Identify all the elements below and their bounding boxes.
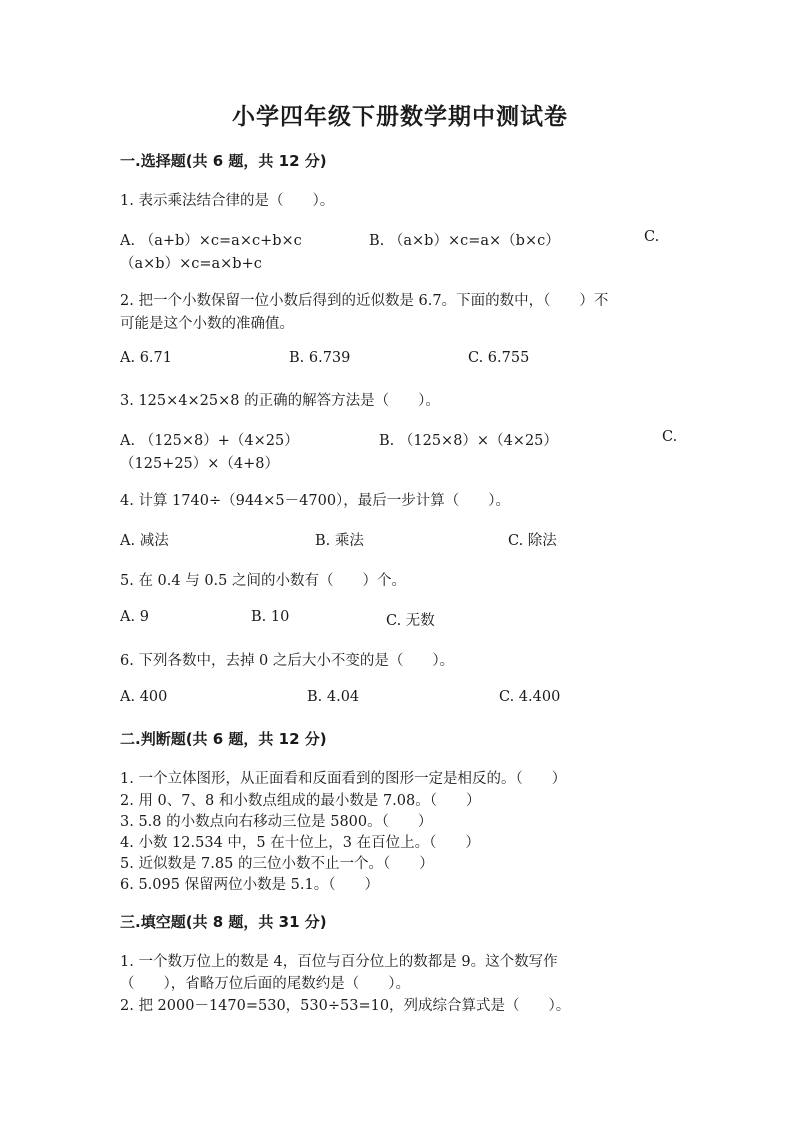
option-c: C. 6.755 xyxy=(468,350,530,366)
page-title: 小学四年级下册数学期中测试卷 xyxy=(232,103,568,130)
question-stem: 5. 在 0.4 与 0.5 之间的小数有（ ）个。 xyxy=(120,573,406,589)
statement-item: 2. 用 0、7、8 和小数点组成的最小数是 7.08。（ ） xyxy=(120,793,481,809)
option-b: B. 4.04 xyxy=(307,689,360,705)
question-stem: 1. 表示乘法结合律的是（ ）。 xyxy=(120,193,335,209)
option-a: A. （a+b）×c=a×c+b×c xyxy=(120,233,302,249)
option-a: A. （125×8）+（4×25） xyxy=(120,433,299,449)
section-heading-fill-in: 三.填空题(共 8 题，共 31 分) xyxy=(120,913,327,931)
option-b: B. 10 xyxy=(251,609,290,625)
option-a: A. 400 xyxy=(120,689,168,705)
statement-item: 6. 5.095 保留两位小数是 5.1。（ ） xyxy=(120,877,379,893)
option-b: B. （125×8）×（4×25） xyxy=(379,433,558,449)
option-c: C. 除法 xyxy=(508,533,557,549)
statement-item: 3. 5.8 的小数点向右移动三位是 5800。（ ） xyxy=(120,814,433,830)
fill-in-item: 2. 把 2000－1470=530，530÷53=10，列成综合算式是（ ）。 xyxy=(120,998,571,1014)
question-stem: 6. 下列各数中，去掉 0 之后大小不变的是（ ）。 xyxy=(120,653,455,669)
option-a: A. 6.71 xyxy=(120,350,172,366)
option-c: C. 无数 xyxy=(386,613,435,629)
option-c-continued: （a×b）×c=a×b+c xyxy=(120,256,262,272)
option-a: A. 减法 xyxy=(120,533,169,549)
question-stem: 4. 计算 1740÷（944×5－4700），最后一步计算（ ）。 xyxy=(120,493,511,509)
option-b: B. （a×b）×c=a×（b×c） xyxy=(369,233,560,249)
question-stem: 2. 把一个小数保留一位小数后得到的近似数是 6.7。下面的数中，（ ）不 xyxy=(120,293,609,309)
option-c: C. 4.400 xyxy=(499,689,561,705)
fill-in-item-continued: （ ），省略万位后面的尾数约是（ ）。 xyxy=(120,976,410,992)
option-b: B. 乘法 xyxy=(315,533,364,549)
option-c-continued: （125+25）×（4+8） xyxy=(120,456,280,472)
question-stem: 3. 125×4×25×8 的正确的解答方法是（ ）。 xyxy=(120,393,440,409)
fill-in-item: 1. 一个数万位上的数是 4，百位与百分位上的数都是 9。这个数写作 xyxy=(120,954,558,970)
statement-item: 5. 近似数是 7.85 的三位小数不止一个。（ ） xyxy=(120,856,434,872)
statement-item: 4. 小数 12.534 中，5 在十位上，3 在百位上。（ ） xyxy=(120,835,480,851)
option-a: A. 9 xyxy=(120,609,149,625)
question-stem-continued: 可能是这个小数的准确值。 xyxy=(120,316,294,332)
statement-item: 1. 一个立体图形，从正面看和反面看到的图形一定是相反的。（ ） xyxy=(120,771,567,787)
option-c: C. xyxy=(662,429,678,445)
option-c: C. xyxy=(644,229,660,245)
section-heading-judgement: 二.判断题(共 6 题，共 12 分) xyxy=(120,730,327,748)
option-b: B. 6.739 xyxy=(289,350,351,366)
section-heading-choice: 一.选择题(共 6 题，共 12 分) xyxy=(120,152,327,170)
